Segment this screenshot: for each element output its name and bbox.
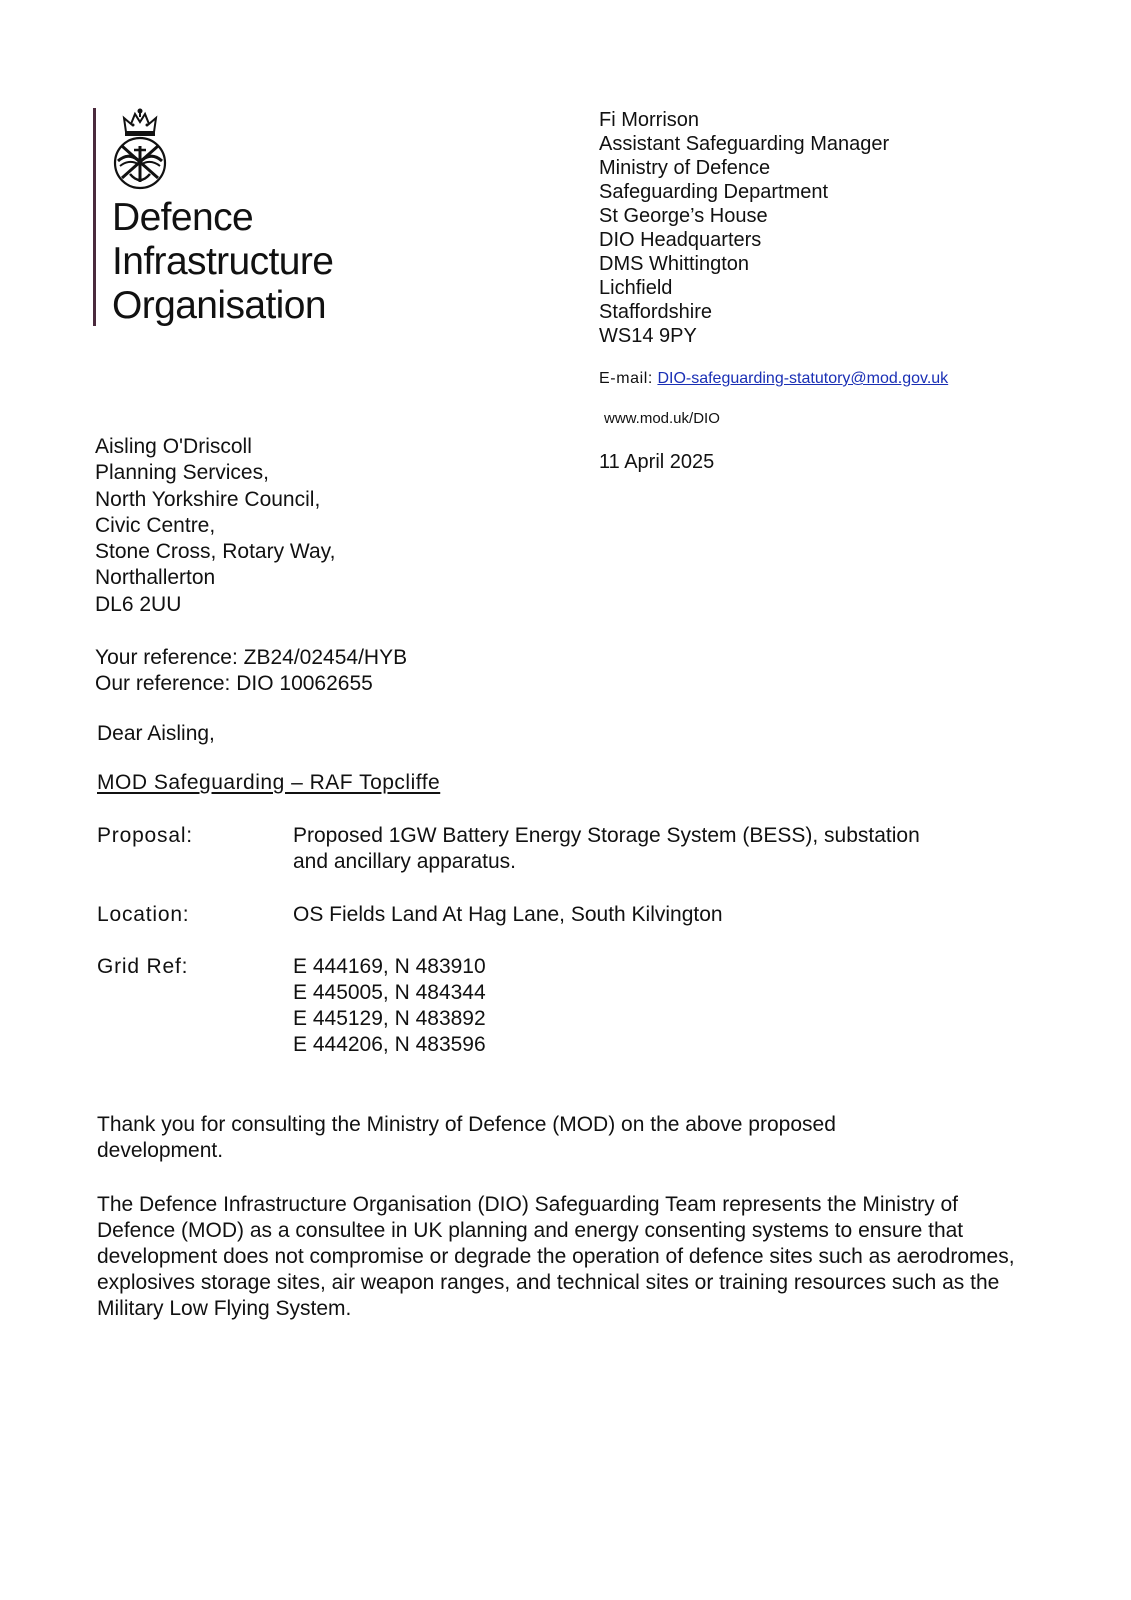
email-link[interactable]: DIO-safeguarding-statutory@mod.gov.uk	[657, 370, 949, 387]
royal-crest-icon	[108, 106, 172, 192]
your-reference: Your reference: ZB24/02454/HYB	[95, 646, 408, 669]
proposal-line: Proposed 1GW Battery Energy Storage System (BESS), substation	[293, 824, 920, 847]
body-paragraph-2: The Defence Infrastructure Organisation (DIO) Safeguarding Team represents the Ministry of Defence (MOD) as a consultee in UK planning and energy consenting systems to ensure that development does not compromise or degrade the operation of defence sites such as aerodromes, explosives storage sites, air weapon ranges, and technical sites or training resources such as the Military Low Flying System.	[97, 1193, 1015, 1320]
recipient-line: DL6 2UU	[95, 592, 182, 616]
gridref-label: Grid Ref:	[97, 955, 189, 978]
sender-address-line: DIO Headquarters	[599, 229, 762, 251]
proposal-label: Proposal:	[97, 824, 193, 847]
recipient-line: Northallerton	[95, 566, 216, 590]
gridref-values	[293, 954, 486, 1058]
logo-divider-bar	[93, 108, 96, 326]
recipient-line: Civic Centre,	[95, 513, 216, 537]
sender-org: Ministry of Defence	[599, 157, 771, 179]
website-text: www.mod.uk/DIO	[604, 410, 720, 427]
sender-name: Fi Morrison	[599, 109, 700, 131]
email-line	[599, 369, 948, 389]
body-paragraph-1: Thank you for consulting the Ministry of Defence (MOD) on the above proposed development.	[97, 1113, 836, 1162]
gridref-line: E 445129, N 483892	[293, 1007, 486, 1030]
proposal-line: and ancillary apparatus.	[293, 850, 516, 873]
email-label: E-mail:	[599, 370, 653, 387]
logo-line-1: Defence	[112, 196, 254, 239]
proposal-value	[293, 823, 920, 875]
recipient-line: Planning Services,	[95, 461, 269, 485]
recipient-address-block	[95, 434, 335, 618]
recipient-line: North Yorkshire Council,	[95, 487, 321, 511]
sender-address-line: Lichfield	[599, 277, 673, 299]
gridref-line: E 444169, N 483910	[293, 955, 486, 978]
location-value: OS Fields Land At Hag Lane, South Kilvington	[293, 903, 723, 926]
gridref-line: E 444206, N 483596	[293, 1033, 486, 1056]
letter-date: 11 April 2025	[599, 451, 715, 473]
recipient-line: Aisling O'Driscoll	[95, 435, 252, 458]
gridref-line: E 445005, N 484344	[293, 981, 486, 1004]
references-block	[95, 645, 407, 697]
our-reference: Our reference: DIO 10062655	[95, 672, 373, 695]
salutation: Dear Aisling,	[97, 722, 215, 745]
sender-department: Safeguarding Department	[599, 181, 829, 203]
sender-address-block	[599, 108, 889, 348]
sender-address-line: Staffordshire	[599, 301, 713, 323]
recipient-line: Stone Cross, Rotary Way,	[95, 540, 336, 564]
sender-address-line: WS14 9PY	[599, 325, 697, 347]
logo-wordmark	[112, 196, 333, 328]
sender-title: Assistant Safeguarding Manager	[599, 133, 890, 155]
logo-line-2: Infrastructure	[112, 240, 334, 283]
location-label: Location:	[97, 903, 190, 926]
sender-address-line: St George’s House	[599, 205, 768, 227]
subject-heading: MOD Safeguarding – RAF Topcliffe	[97, 771, 441, 794]
logo-line-3: Organisation	[112, 284, 326, 327]
sender-address-line: DMS Whittington	[599, 253, 750, 275]
